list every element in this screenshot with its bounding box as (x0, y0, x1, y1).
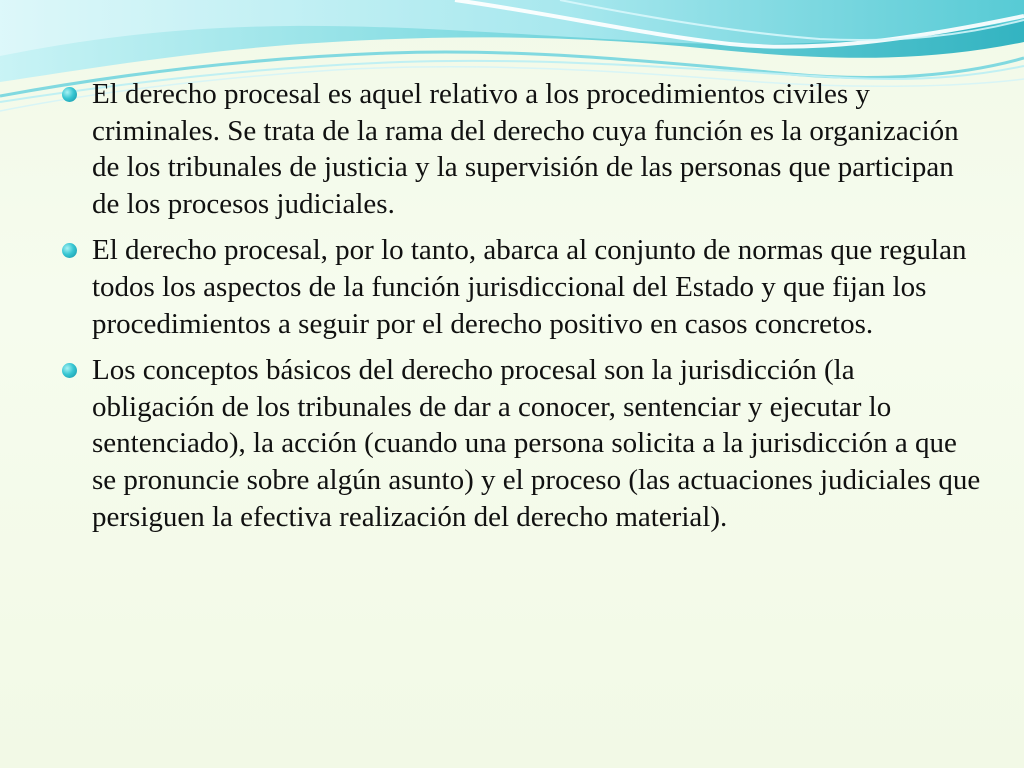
bullet-list (62, 76, 982, 545)
bullet-text-1: El derecho procesal es aquel relativo a los procedimientos civiles y criminales. Se trata de la rama del derecho cuya función es la organización de los tribunales de justicia y la supervisión de las personas que participan de los procesos judiciales. (92, 78, 959, 220)
bullet-item-1 (62, 76, 982, 222)
bullet-item-2 (62, 232, 982, 342)
bullet-text-3: Los conceptos básicos del derecho procesal son la jurisdicción (la obligación de los tribunales de dar a conocer, sentenciar y ejecutar lo sentenciado), la acción (cuando una persona solicita a la jurisdicción a que se pronuncie sobre algún asunto) y el proceso (las actuaciones judiciales que persiguen la efectiva realización del derecho material). (92, 354, 981, 533)
bullet-text-2: El derecho procesal, por lo tanto, abarca al conjunto de normas que regulan todos los aspectos de la función jurisdiccional del Estado y que fijan los procedimientos a seguir por el derecho positivo en casos concretos. (92, 234, 967, 340)
round-bullet-icon (62, 243, 77, 258)
round-bullet-icon (62, 87, 77, 102)
bullet-item-3 (62, 352, 982, 535)
round-bullet-icon (62, 363, 77, 378)
